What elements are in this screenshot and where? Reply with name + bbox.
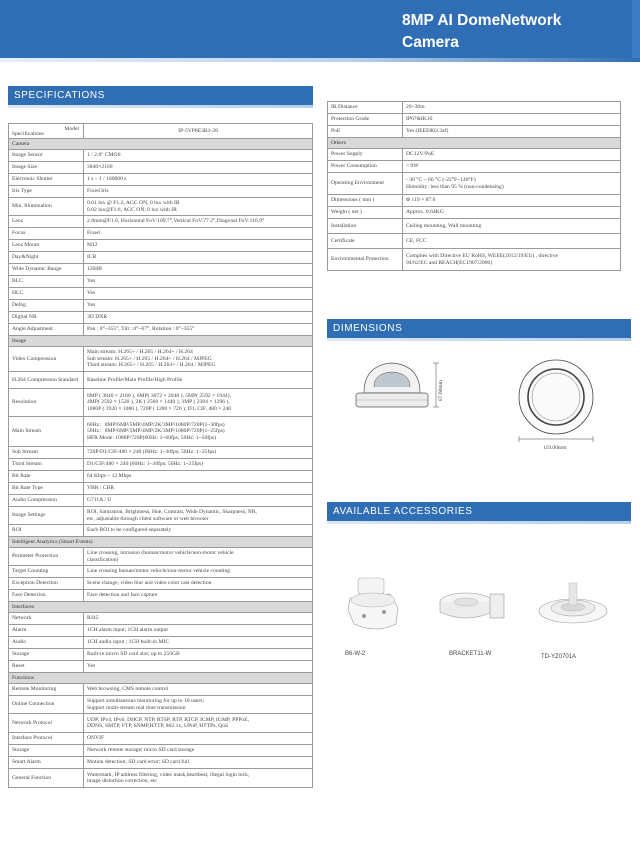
spec-key: Online Connection [9,696,84,714]
spec-key: Lens [9,216,84,228]
spec-value: Watermark, IP address filtering, video mask,heartbeat, illegal login lock, image distortion correction, etc [84,769,313,788]
spec-row [9,372,313,389]
spec-value: ONVIF [84,733,313,745]
section-specifications: SPECIFICATIONS [8,86,313,105]
spec-value: Approx. 0.64KG [403,207,621,219]
spec-row [9,483,313,495]
spec-value: Scene change, video blur and video color cast detection [84,578,313,590]
spec-row [9,347,313,372]
spec-value: M12 [84,240,313,252]
spec-row [9,288,313,300]
spec-value: Φ 119 × 87.6 [403,195,621,207]
spec-value: ROI, Saturation, Brightness, Hue, Contrast, Wide Dynamic, Sharpness, NR, etc, adjustable through client software or web browser [84,507,313,525]
spec-row [9,447,313,459]
spec-value: 120dB [84,264,313,276]
header-stub [632,0,640,58]
spec-row [328,207,621,219]
spec-group-row [9,537,313,548]
accessory-image-bracket11-w [432,580,512,635]
spec-value: < 9W [403,161,621,173]
spec-value: 720P/D1/CIF/480 × 240 (60Hz: 1~30fps; 50Hz: 1~25fps) [84,447,313,459]
spec-key: Storage [9,649,84,661]
spec-key: Exception Detection [9,578,84,590]
spec-value: 1 s – 1 / 100000 s [84,174,313,186]
spec-key: Image Size [9,162,84,174]
header-accent-strip [0,58,640,62]
spec-key: PoE [328,126,403,138]
spec-row [9,324,313,336]
spec-key: Digital NR [9,312,84,324]
spec-key: Main Stream [9,417,84,447]
spec-value: 3D DNR [84,312,313,324]
spec-value: Line crossing, intrusion (human/motor vehicle/non-motor vehicle classification) [84,548,313,566]
spec-row [9,471,313,483]
spec-value: Face detection and face capture [84,590,313,602]
spec-group-row [9,336,313,347]
spec-value: Each ROI to be configured separately [84,525,313,537]
spec-key: Lens Mount [9,240,84,252]
spec-key: Operating Environment [328,173,403,195]
spec-value: 20~30m [403,102,621,114]
spec-value: CE, FCC [403,234,621,249]
spec-key: General Function [9,769,84,788]
spec-key: Day&Night [9,252,84,264]
page-title: 8MP AI DomeNetwork Camera [402,12,562,51]
spec-key: Weight ( net ) [328,207,403,219]
spec-value: Motion detection; SD card error; SD card full [84,757,313,769]
header-bar [0,0,640,58]
spec-group-label: Image [9,336,313,347]
spec-group-label: Interfaces [9,602,313,613]
spec-row [9,495,313,507]
section-dimensions: DIMENSIONS [327,319,631,338]
spec-row [9,714,313,733]
spec-row [328,234,621,249]
accessory-image-td-yz0701a [533,575,613,645]
spec-header-row [9,124,313,139]
spec-row [328,114,621,126]
spec-row [9,417,313,447]
spec-table-left [8,123,313,788]
spec-row [9,264,313,276]
spec-key: Power Supply [328,149,403,161]
spec-row [9,276,313,288]
spec-group-label: Camera [9,139,313,150]
spec-value: ICR [84,252,313,264]
spec-key: Network [9,613,84,625]
model-value: IP-5VP8E3B1-28 [84,124,313,139]
spec-key: ROI [9,525,84,537]
spec-key: Storage [9,745,84,757]
spec-row [9,578,313,590]
spec-value: Fixed [84,228,313,240]
spec-group-row [9,673,313,684]
spec-key: Image Sensor [9,150,84,162]
spec-key: Perimeter Protection [9,548,84,566]
spec-row [9,649,313,661]
section-accessories: AVAILABLE ACCESSORIES [327,502,631,521]
spec-row [9,174,313,186]
spec-row [9,613,313,625]
spec-row [9,684,313,696]
spec-row [328,161,621,173]
spec-value: UDP, IPv4, IPv6, DHCP, NTP, RTSP, RTP, RTCP, ICMP, IGMP, PPPoE, DDNS, SMTP, FTP, SNMP,HTTP, 802.1x, UPnP, HTTPs, QoS [84,714,313,733]
spec-value: Yes [84,300,313,312]
spec-key: Certificate [328,234,403,249]
spec-row [9,150,313,162]
spec-value: Network remote storage; micro SD card storage [84,745,313,757]
spec-key: Audio [9,637,84,649]
spec-group-label: Others [328,138,621,149]
spec-key: Bit Rate [9,471,84,483]
spec-key: Defog [9,300,84,312]
spec-key: Wide Dynamic Range [9,264,84,276]
spec-row [328,149,621,161]
spec-key: Reset [9,661,84,673]
spec-key: Target Counting [9,566,84,578]
spec-value: IP67&IK10 [403,114,621,126]
spec-group-label: Intelligent Analytics (Smart Events) [9,537,313,548]
spec-key: Electronic Shutter [9,174,84,186]
spec-key: H.264 Compression Standard [9,372,84,389]
spec-row [9,240,313,252]
spec-value: Pan : 0°~355°, Tilt : 0°~67°, Rotation : 0°~355° [84,324,313,336]
spec-key: Resolution [9,389,84,417]
spec-value: Fixed Iris [84,186,313,198]
dimension-drawing [330,345,630,455]
spec-key: Iris Type [9,186,84,198]
spec-key: Alarm [9,625,84,637]
spec-key: BLC [9,276,84,288]
spec-row [9,525,313,537]
spec-row [328,219,621,234]
spec-row [328,173,621,195]
spec-key: Focus [9,228,84,240]
spec-value: Complies with Directive EU RoHS, WEEE(2012/19/EU) , directive 94/62/EC and REACH(EC1907/2006) [403,249,621,271]
specifications-label: Specifications [12,130,44,137]
spec-key: Environmental Protection [328,249,403,271]
spec-group-row [9,139,313,150]
spec-row [9,228,313,240]
spec-group-row [9,602,313,613]
spec-row [9,661,313,673]
spec-value: Support simultaneous monitoring for up to 10 users; Support multi-stream real time transmission [84,696,313,714]
dome-side-view [356,363,439,407]
spec-key: Min. Illumination [9,198,84,216]
accessory-image-b6-w-2 [340,572,410,644]
spec-row [9,637,313,649]
spec-row [9,459,313,471]
spec-row [9,300,313,312]
spec-value: Main stream: H.265+ / H.265 / H.264+ / H.264 Sub stream: H.265+ / H.265 / H.264+ / H.264 / MJPEG Third stream: H.265+ / H.265 / H.264+ / H.264 / MJPEG [84,347,313,372]
spec-row [9,590,313,602]
spec-row [9,745,313,757]
spec-key: Smart Alarm [9,757,84,769]
spec-value: 1CH alarm input; 1CH alarm output [84,625,313,637]
spec-value: 0.01 lux @ F1.2, AGC ON, 0 lux with IR 0.02 lux@F1.6, AGC ON, 0 lux with IR [84,198,313,216]
spec-key: Angle Adjustment [9,324,84,336]
spec-row [9,696,313,714]
spec-row [328,126,621,138]
spec-header-label-cell [9,124,84,139]
spec-row [328,195,621,207]
spec-key: Network Protocol [9,714,84,733]
spec-key: Video Compression [9,347,84,372]
spec-value: Baseline Profile/Main Profile/High Profile [84,372,313,389]
spec-value: Line crossing human/motor vehicle/non-motor vehicle counting [84,566,313,578]
spec-row [9,162,313,174]
spec-row [9,312,313,324]
accessory-label-bracket11-w: BRACKET11-W [449,651,492,657]
spec-value: 1 / 2.8" CMOS [84,150,313,162]
spec-key: Third Stream [9,459,84,471]
spec-value: Ceiling mounting, Wall mounting [403,219,621,234]
spec-value: 8MP ( 3840 × 2160 ), 6MP( 3072 × 2048 ), 5MP( 2592 × 1944), 4MP( 2592 × 1520 ), 2K ( 2560 × 1440 ), 3MP ( 2304 × 1296 ), 1080P ( 1920 × 1080 ), 720P ( 1280 × 720 ), D1, CIF, 480 × 240 [84,389,313,417]
spec-key: Installation [328,219,403,234]
spec-value: 60Hz：8MP/6MP/5MP/4MP/2K/3MP/1080P/720P(1~30fps) 50Hz：8MP/6MP/5MP/4MP/2K/3MP/1080P/720P(1~25fps) HFR Mode: 1080P/720P(60Hz: 1~60fps; 50Hz: 1~50fps) [84,417,313,447]
spec-table-right [327,101,621,271]
spec-row [9,507,313,525]
spec-row [9,389,313,417]
spec-value: Yes (IEEE802.3af) [403,126,621,138]
spec-value: Built-in micro SD card slot; up to 256GB [84,649,313,661]
spec-key: Dimensions ( mm ) [328,195,403,207]
spec-group-row [328,138,621,149]
spec-value: RJ45 [84,613,313,625]
spec-value: VBR / CBR [84,483,313,495]
spec-value: 1CH audio input ; 1CH built-in MIC [84,637,313,649]
spec-value: Yes [84,661,313,673]
spec-key: HLC [9,288,84,300]
spec-row [9,757,313,769]
spec-key: Remote Monitoring [9,684,84,696]
height-dimension-label: 87.60mm [438,380,444,401]
spec-row [9,733,313,745]
spec-value: - 30 °C ~ 60 °C (-22°F~140°F) Humidity: less than 95 % (non-condensing) [403,173,621,195]
spec-row [9,252,313,264]
spec-key: Face Detection [9,590,84,602]
spec-value: Web browsing, CMS remote control [84,684,313,696]
accessory-label-b6-w-2: B6-W-2 [345,651,366,657]
spec-key: IR Distance [328,102,403,114]
spec-value: 2.8mm@F1.6, Horizontal FoV:109.7°,Vertical FoV:77.2°,Diagonal FoV:116.9° [84,216,313,228]
spec-key: Power Consumption [328,161,403,173]
spec-value: 3840×2160 [84,162,313,174]
spec-row [328,249,621,271]
spec-value: DC12V/PoE [403,149,621,161]
spec-row [9,186,313,198]
spec-row [9,566,313,578]
width-dimension-label: 119.00mm [543,445,567,451]
spec-key: Bit Rate Type [9,483,84,495]
spec-key: Protection Grade [328,114,403,126]
spec-value: D1/CIF/480 × 240 (60Hz: 1~30fps; 50Hz: 1~25fps) [84,459,313,471]
spec-value: 64 Kbps ~ 12 Mbps [84,471,313,483]
spec-value: G711A / U [84,495,313,507]
dome-top-view [519,360,593,442]
spec-row [328,102,621,114]
spec-group-label: Functions [9,673,313,684]
spec-value: Yes [84,288,313,300]
model-label: Model [64,126,79,132]
spec-row [9,625,313,637]
spec-row [9,548,313,566]
spec-key: Audio Compression [9,495,84,507]
accessory-label-td-yz0701a: TD-YZ0701A [541,654,577,660]
spec-key: Interface Protocol [9,733,84,745]
spec-key: Sub Stream [9,447,84,459]
spec-row [9,198,313,216]
spec-key: Image Settings [9,507,84,525]
spec-value: Yes [84,276,313,288]
spec-row [9,769,313,788]
spec-row [9,216,313,228]
